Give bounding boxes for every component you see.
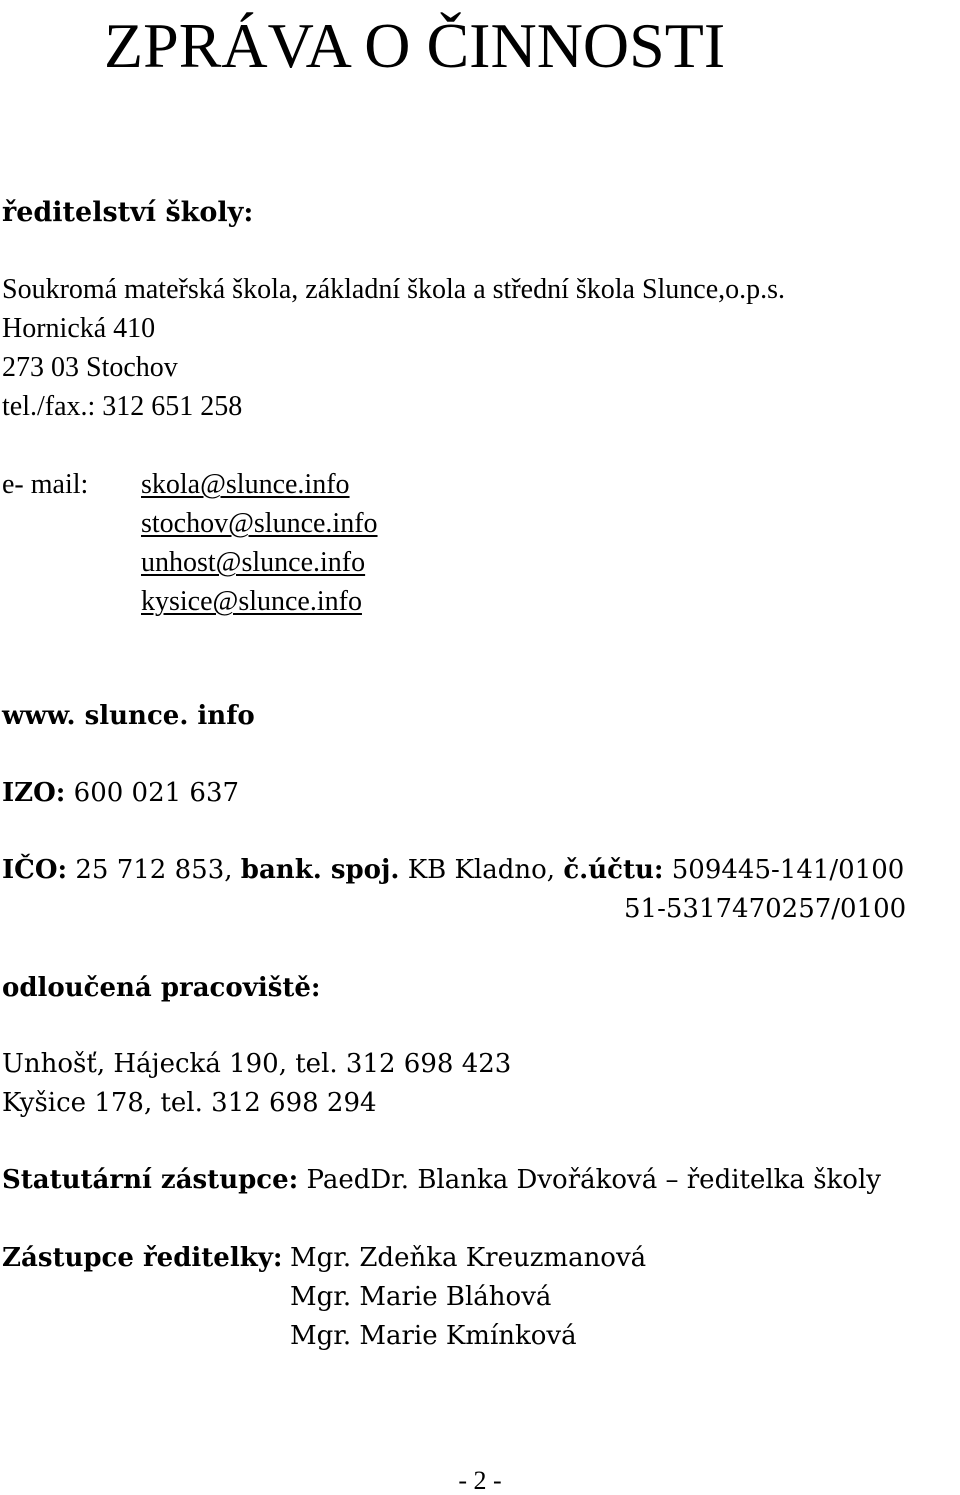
bank-label: bank. spoj.	[240, 855, 400, 885]
email-link-kysice[interactable]: kysice@slunce.info	[141, 586, 362, 617]
deputy-name: Mgr. Marie Bláhová	[290, 1282, 552, 1312]
school-phone: tel./fax.: 312 651 258	[2, 391, 243, 422]
statutory-label: Statutární zástupce:	[2, 1165, 299, 1195]
statutory-value: PaedDr. Blanka Dvořáková – ředitelka školy	[298, 1165, 881, 1195]
izo-value: 600 021 637	[65, 778, 240, 808]
email-link-skola[interactable]: skola@slunce.info	[141, 469, 350, 500]
school-street: Hornická 410	[2, 313, 156, 344]
page-title: ZPRÁVA O ČINNOSTI	[104, 10, 726, 81]
website: www. slunce. info	[2, 701, 255, 731]
ico-value: 25 712 853,	[67, 855, 241, 885]
email-label: e- mail:	[2, 469, 89, 500]
izo-row	[2, 780, 239, 806]
school-city: 273 03 Stochov	[2, 352, 178, 383]
deputies-label: Zástupce ředitelky:	[2, 1243, 283, 1273]
branch-kysice: Kyšice 178, tel. 312 698 294	[2, 1088, 377, 1118]
ico-label: IČO:	[2, 855, 68, 885]
school-heading: ředitelství školy:	[2, 197, 254, 228]
account-label: č.účtu:	[563, 855, 664, 885]
page-number: - 2 -	[458, 1466, 502, 1495]
branches-heading: odloučená pracoviště:	[2, 973, 321, 1003]
deputy-name: Mgr. Zdeňka Kreuzmanová	[290, 1243, 647, 1273]
statutory-row	[2, 1167, 881, 1193]
ico-row	[2, 857, 904, 883]
branch-unhost: Unhošť, Hájecká 190, tel. 312 698 423	[2, 1049, 512, 1079]
izo-label: IZO:	[2, 778, 66, 808]
account-number-2: 51-5317470257/0100	[624, 894, 907, 924]
account-number-1: 509445-141/0100	[663, 855, 905, 885]
deputy-name: Mgr. Marie Kmínková	[290, 1321, 577, 1351]
bank-value: KB Kladno,	[399, 855, 564, 885]
email-link-unhost[interactable]: unhost@slunce.info	[141, 547, 366, 578]
email-link-stochov[interactable]: stochov@slunce.info	[141, 508, 378, 539]
school-name: Soukromá mateřská škola, základní škola a střední škola Slunce,o.p.s.	[2, 274, 786, 305]
